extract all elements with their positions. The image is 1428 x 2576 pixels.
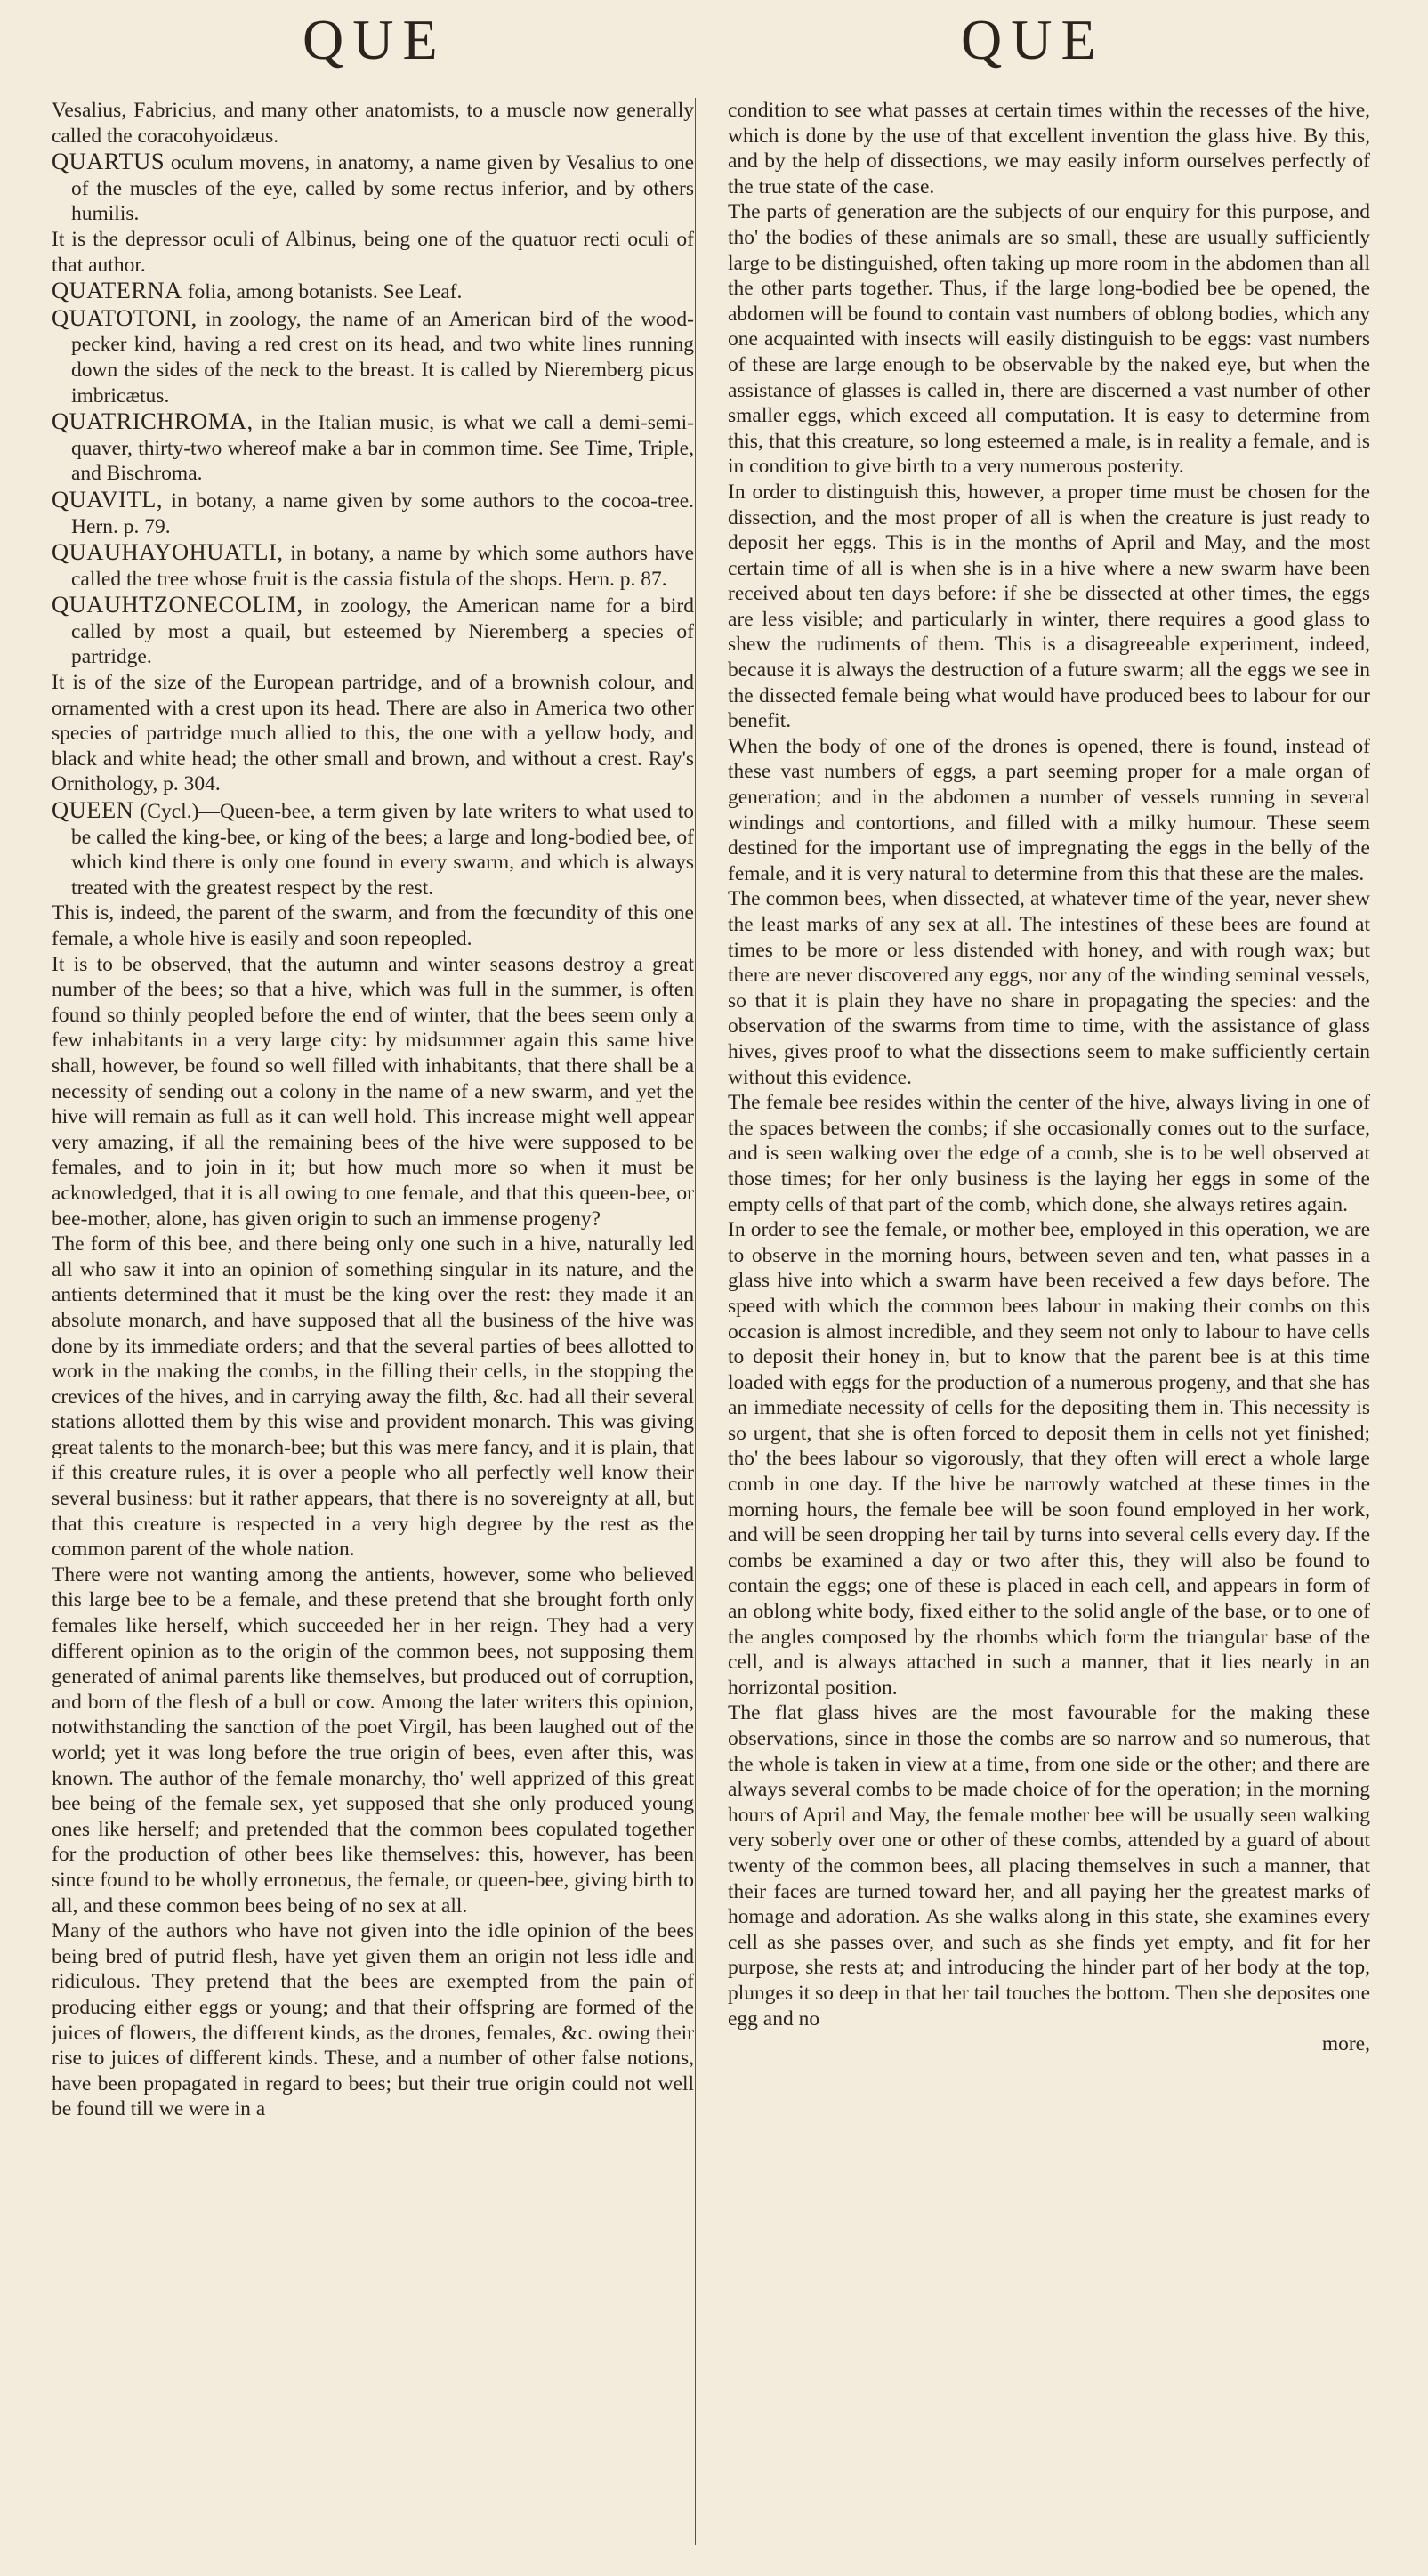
dictionary-entry xyxy=(52,149,694,227)
entry-headword: QUAVITL, xyxy=(52,485,163,513)
paragraph: It is the depressor oculi of Albinus, being one of the quatuor recti oculi of that author. xyxy=(52,227,694,277)
paragraph: This is, indeed, the parent of the swarm, and from the fœcundity of this one female, a whole hive is easily and soon repeopled. xyxy=(52,901,694,950)
continued-paragraph: condition to see what passes at certain times within the recesses of the hive, which is done by the use of that excellent invention the glass hive. By this, and by the help of dissections, we may easily inform ourselves perfectly of the true state of the case. xyxy=(728,99,1370,198)
entry-headword: QUAUHAYOHUATLI, xyxy=(52,538,284,566)
paragraph: There were not wanting among the antients, however, some who believed this large bee to be a female, and these pretend that she brought forth only females like herself, which succeeded her in her reign. They had a very different opinion as to the origin of the common bees, not supposing them generated of animal parents like themselves, but produced out of corruption, and born of the flesh of a bull or cow. Among the later writers this opinion, notwithstanding the sanction of the poet Virgil, has been laughed out of the world; yet it was long before the true origin of bees, even after this, was known. The author of the female monarchy, tho' well apprized of this great bee being of the female sex, yet supposed that she only produced young ones like herself; and pretended that the common bees copulated together for the production of other bees like themselves: this, however, has been since found to be wholly erroneous, the female, or queen-bee, giving birth to all, and these common bees being of no sex at all. xyxy=(52,1563,694,1918)
paragraph: In order to distinguish this, however, a proper time must be chosen for the dissection, and the most proper of all is when the creature is just ready to deposit her eggs. This is in the months of April and May, and the most certain time of all is when she is in a hive where a new swarm have been received about ten days before: if she be dissected at other times, the eggs are less visible; and particularly in winter, there requires a good glass to shew the rudiments of them. This is a disagreeable experiment, indeed, because it is always the destruction of a future swarm; all the eggs we see in the dissected female being what would have produced bees to labour for our benefit. xyxy=(728,480,1370,733)
paragraph: Many of the authors who have not given into the idle opinion of the bees being bred of putrid flesh, have yet given them an origin not less idle and ridiculous. They pretend that the bees are exempted from the pain of producing either eggs or young; and that their offspring are formed of the juices of flowers, the different kinds, as the drones, females, &c. owing their rise to juices of different kinds. These, and a number of other false notions, have been propagated in regard to bees; but their true origin could not well be found till we were in a xyxy=(52,1919,694,2121)
entry-text: in botany, a name given by some authors to the cocoa-tree. Hern. p. 79. xyxy=(71,489,694,538)
entry-text: folia, among botanists. See Leaf. xyxy=(187,280,463,304)
paragraph: It is to be observed, that the autumn and winter seasons destroy a great number of the bees; so that a hive, which was full in the summer, is often found so thinly peopled before the end of winter, that the bees seem only a few inhabitants in a very large city: by midsummer again this same hive shall, however, be found so well filled with inhabitants, that there shall be a necessity of sending out a colony in the name of a new swarm, and yet the hive will remain as full as it can well hold. This increase might well appear very amazing, if all the remaining bees of the hive were supposed to be females, and to join in it; but how much more so when it must be acknowledged, that it is all owing to one female, and that this queen-bee, or bee-mother, alone, has given origin to such an immense progeny? xyxy=(52,952,694,1231)
dictionary-entry xyxy=(52,278,694,305)
right-column xyxy=(728,98,1370,2563)
dictionary-entry xyxy=(52,797,694,900)
paragraph: In order to see the female, or mother bee, employed in this operation, we are to observe in the morning hours, between seven and ten, what passes in a glass hive into which a swarm have been received a few days before. The speed with which the common bees labour in making their combs on this occasion is almost incredible, and they seem not only to labour to have cells to deposit their honey in, but to know that the parent bee is at this time loaded with eggs for the production of a numerous progeny, and that she has an immediate necessity of cells for the depositing them in. This necessity is so urgent, that she is often forced to deposit them in cells not yet finished; tho' the bees labour so vigorously, that they often will erect a whole large comb in one day. If the hive be narrowly watched at these times in the morning hours, the female bee will be soon found employed in her work, and will be seen dropping her tail by turns into several cells every day. If the combs be examined a day or two after this, they will also be found to contain the eggs; one of these is placed in each cell, and appears in form of an oblong white body, fixed either to the solid angle of the base, or to one of the angles composed by the rhombs which form the triangular base of the cell, and is always attached in such a manner, that it lies nearly in an horrizontal position. xyxy=(728,1218,1370,1700)
paragraph: The common bees, when dissected, at whatever time of the year, never shew the least marks of any sex at all. The intestines of these bees are found at times to be more or less distended with honey, and with rough wax; but there are never discovered any eggs, nor any of the winding seminal vessels, so that it is plain they have no share in propagating the species: and the observation of the swarms from time to time, with the assistance of glass hives, gives proof to what the dissections seem to make sufficiently certain without this evidence. xyxy=(728,887,1370,1089)
paragraph: When the body of one of the drones is opened, there is found, instead of these vast numbers of eggs, a part seeming proper for a male organ of generation; and in the abdomen a number of vessels running in several windings and contortions, and filled with a milky humour. These seem destined for the important use of impregnating the eggs in the belly of the female, and it is very natural to determine from this that these are the males. xyxy=(728,734,1370,885)
entry-headword: QUARTUS xyxy=(52,148,165,175)
paragraph: It is of the size of the European partridge, and of a brownish colour, and ornamented with a crest upon its head. There are also in America two other species of partridge much allied to this, the one with a yellow body, and black and white head; the other small and brown, and without a crest. Ray's Ornithology, p. 304. xyxy=(52,671,694,796)
dictionary-entry xyxy=(52,487,694,539)
dictionary-entry xyxy=(52,408,694,487)
entry-headword: QUATERNA xyxy=(52,277,182,304)
paragraph: The parts of generation are the subjects of our enquiry for this purpose, and tho' the bodies of these animals are so small, these are usually sufficiently large to be distinguished, often taking up more room in the abdomen than all the other parts together. Thus, if the large long-bodied bee be opened, the abdomen will be found to contain vast numbers of oblong bodies, which any one acquainted with insects will easily distinguish to be eggs: vast numbers of these are large enough to be observable by the naked eye, but when the assistance of glasses is called in, there are discerned a vast number of other smaller eggs, which exceed all computation. It is easy to determine from this, that this creature, so long esteemed a male, is in reality a female, and is in condition to give birth to a very numerous posterity. xyxy=(728,200,1370,479)
dictionary-entry xyxy=(52,305,694,408)
dictionary-entry xyxy=(52,539,694,592)
entry-text: in the Italian music, is what we call a demi-semi-quaver, thirty-two whereof make a bar in common time. See Time, Triple, and Bischroma. xyxy=(71,411,694,486)
catchword: more, xyxy=(1321,2032,1370,2056)
entry-text: oculum movens, in anatomy, a name given by Vesalius to one of the muscles of the eye, called by some rectus inferior, and by others humilis. xyxy=(71,151,694,226)
entry-headword: QUEEN xyxy=(52,796,134,824)
entry-text: in zoology, the American name for a bird called by most a quail, but esteemed by Nieremberg a species of partridge. xyxy=(71,594,694,669)
entry-headword: QUAUHTZONECOLIM, xyxy=(52,591,303,618)
column-rule xyxy=(695,98,696,2545)
entry-headword: QUATOTONI, xyxy=(52,303,198,331)
left-column xyxy=(52,98,694,2563)
running-head-left: QUE xyxy=(303,8,447,71)
entry-text: in botany, a name by which some authors have called the tree whose fruit is the cassia fistula of the shops. Hern. p. 87. xyxy=(71,542,694,591)
paragraph: The form of this bee, and there being only one such in a hive, naturally led all who saw it into an opinion of something singular in its nature, and the antients determined that it must be the king over the rest: they made it an absolute monarch, and have supposed that all the business of the hive was done by its immediate orders; and that the several parties of bees allotted to work in the making the combs, in the filling their cells, in the stopping the crevices of the hives, and in carrying away the filth, &c. had all their several stations allotted them by this wise and provident monarch. This was giving great talents to the monarch-bee; but this was mere fancy, and it is plain, that if this creature rules, it is over a people who all perfectly well know their several business: but it rather appears, that there is no sovereignty at all, but that this creature is respected in a very high degree by the rest as the common parent of the whole nation. xyxy=(52,1232,694,1562)
entry-headword: QUATRICHROMA, xyxy=(52,408,254,435)
dictionary-entry xyxy=(52,592,694,670)
paragraph: The female bee resides within the center of the hive, always living in one of the spaces between the combs; if she occasionally comes out to the surface, and is seen walking over the edge of a comb, she is to be well observed at those times; for her only business is the laying her eggs in some of the empty cells of that part of the comb, which done, she always retires again. xyxy=(728,1091,1370,1216)
entry-text: (Cycl.)—Queen-bee, a term given by late writers to what used to be called the king-bee, or king of the bees; a large and long-bodied bee, of which kind there is only one found in every swarm, and which is always treated with the greatest respect by the rest. xyxy=(71,800,694,900)
continued-paragraph: Vesalius, Fabricius, and many other anatomists, to a muscle now generally called the coracohyoidæus. xyxy=(52,99,694,148)
paragraph: The flat glass hives are the most favourable for the making these observations, since in those the combs are so narrow and so numerous, that the whole is taken in view at a time, from one side or the other; and there are always several combs to be made choice of for the operation; in the morning hours of April and May, the female mother bee will be usually seen walking very soberly over one or other of these combs, attended by a guard of about twenty of the common bees, all placing themselves in such a manner, that their faces are turned toward her, and all paying her the greatest marks of homage and adoration. As she walks along in this state, she examines every cell as she passes over, and such as she finds yet empty, and fit for her purpose, she rests at; and introducing the hinder part of her body at the top, plunges it so deep in that her tail touches the bottom. Then she deposites one egg and no xyxy=(728,1701,1370,2031)
entry-text: in zoology, the name of an American bird of the wood-pecker kind, having a red crest on its head, and two white lines running down the sides of the neck to the breast. It is called by Nieremberg picus imbricætus. xyxy=(71,307,694,408)
running-head-right: QUE xyxy=(961,8,1105,71)
